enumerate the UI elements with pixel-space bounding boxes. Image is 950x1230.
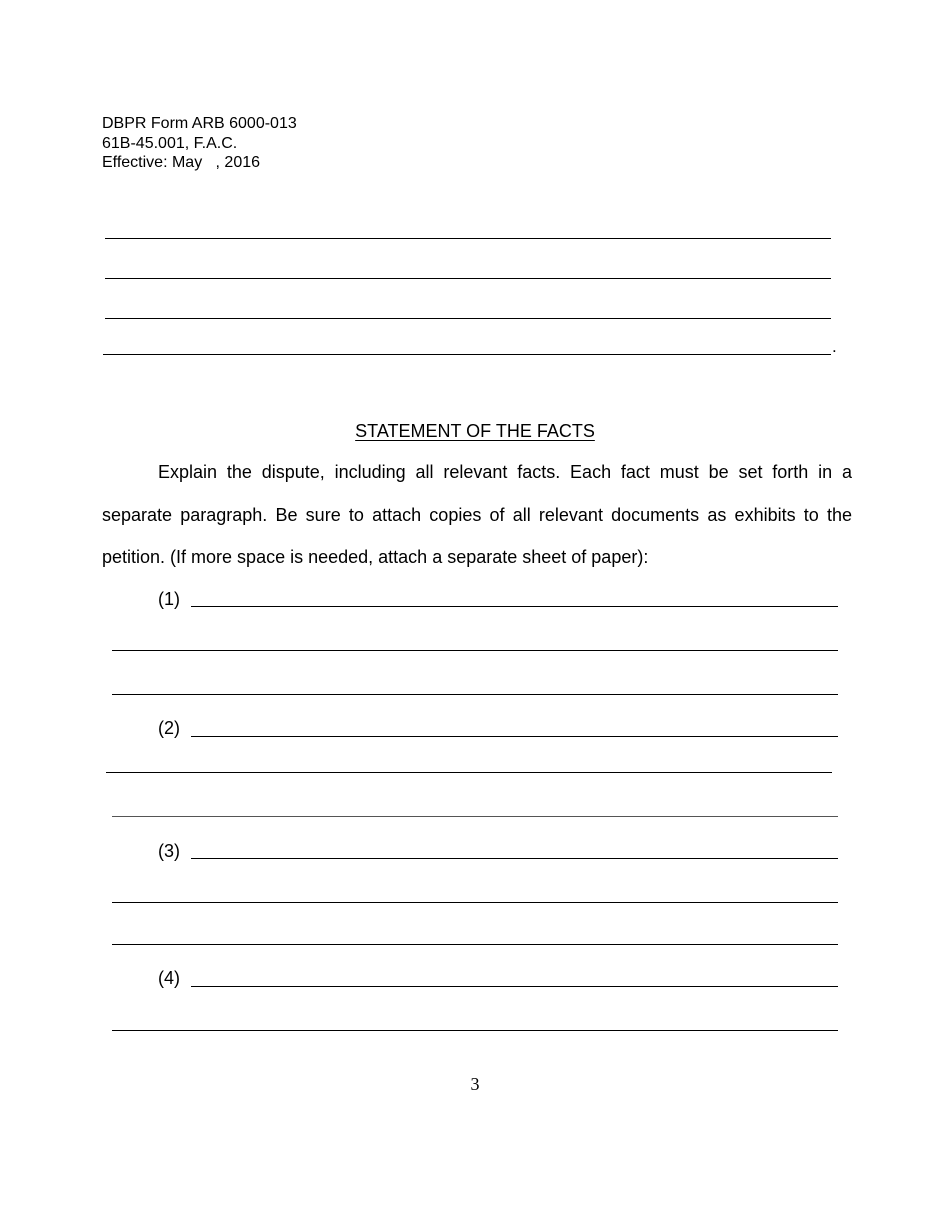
rule-citation: 61B-45.001, F.A.C. [102, 134, 238, 152]
blank-line-1[interactable] [105, 238, 831, 239]
section-instructions: Explain the dispute, including all relevant facts. Each fact must be set forth in a separate paragraph. Be sure to attach copies of all relevant documents as exhibits to the petition. (If more space is needed, attach a separate sheet of paper): [102, 462, 852, 567]
fact-3-line-2[interactable] [112, 902, 838, 903]
fact-3-line-1[interactable] [191, 858, 838, 859]
fact-2-label: (2) [158, 718, 180, 738]
fact-2-line-2[interactable] [106, 772, 832, 773]
fact-1-label: (1) [158, 589, 180, 609]
fact-2-line-1[interactable] [191, 736, 838, 737]
form-id: DBPR Form ARB 6000-013 [102, 115, 297, 132]
fact-1-line-3[interactable] [112, 694, 838, 695]
fact-4-label: (4) [158, 968, 180, 988]
fact-4-line-1[interactable] [191, 986, 838, 987]
fact-1-line-1[interactable] [191, 606, 838, 607]
fact-1-line-2[interactable] [112, 650, 838, 651]
blank-period: . [832, 337, 837, 356]
fact-2-line-3[interactable] [112, 816, 838, 817]
page-number: 3 [470, 1074, 480, 1094]
blank-line-3[interactable] [105, 318, 831, 319]
section-title: STATEMENT OF THE FACTS [355, 421, 595, 441]
blank-line-4[interactable] [103, 354, 831, 355]
fact-3-line-3[interactable] [112, 944, 838, 945]
fact-4-line-2[interactable] [112, 1030, 838, 1031]
form-header [102, 114, 297, 173]
effective-date: Effective: May , 2016 [102, 154, 261, 171]
blank-line-2[interactable] [105, 278, 831, 279]
fact-3-label: (3) [158, 841, 180, 861]
